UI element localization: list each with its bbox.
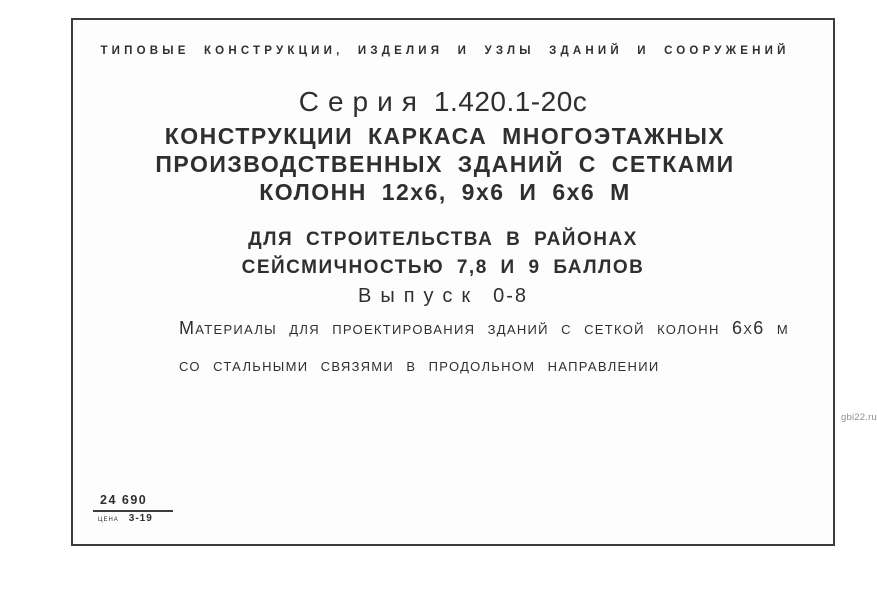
stamp-price-label: цена — [98, 513, 119, 523]
title-line: КОЛОНН 12х6, 9х6 И 6х6 М — [259, 179, 631, 205]
document-title — [73, 122, 817, 206]
issue-line — [73, 286, 813, 306]
issue-number: 0-8 — [493, 285, 528, 307]
series-line — [73, 87, 813, 118]
title-line: КОНСТРУКЦИИ КАРКАСА МНОГОЭТАЖНЫХ — [164, 123, 726, 149]
document-border-frame — [71, 18, 835, 546]
title-line: ПРОИЗВОДСТВЕННЫХ ЗДАНИЙ С СЕТКАМИ — [155, 151, 735, 177]
document-series-header: ТИПОВЫЕ КОНСТРУКЦИИ, ИЗДЕЛИЯ И УЗЛЫ ЗДАНИЙ И СООРУЖЕНИЙ — [100, 45, 790, 57]
stamp-number: 24 690 — [93, 494, 173, 512]
subtitle-line: ДЛЯ СТРОИТЕЛЬСТВА В РАЙОНАХ — [248, 229, 638, 250]
series-number: 1.420.1-20с — [433, 86, 588, 117]
stamp-price-row — [93, 514, 173, 524]
watermark: gbi22.ru — [841, 412, 877, 423]
issue-label: Выпуск — [358, 285, 480, 307]
subtitle-line: СЕЙСМИЧНОСТЬЮ 7,8 И 9 БАЛЛОВ — [241, 257, 645, 278]
description-line: со стальными связями в продольном направлении — [179, 355, 660, 375]
description-line: Материалы для проектирования зданий с сеткой колонн 6х6 м — [179, 318, 790, 338]
series-label: Серия — [298, 86, 426, 117]
price-stamp — [93, 492, 173, 524]
stamp-price-value: 3-19 — [128, 512, 153, 524]
